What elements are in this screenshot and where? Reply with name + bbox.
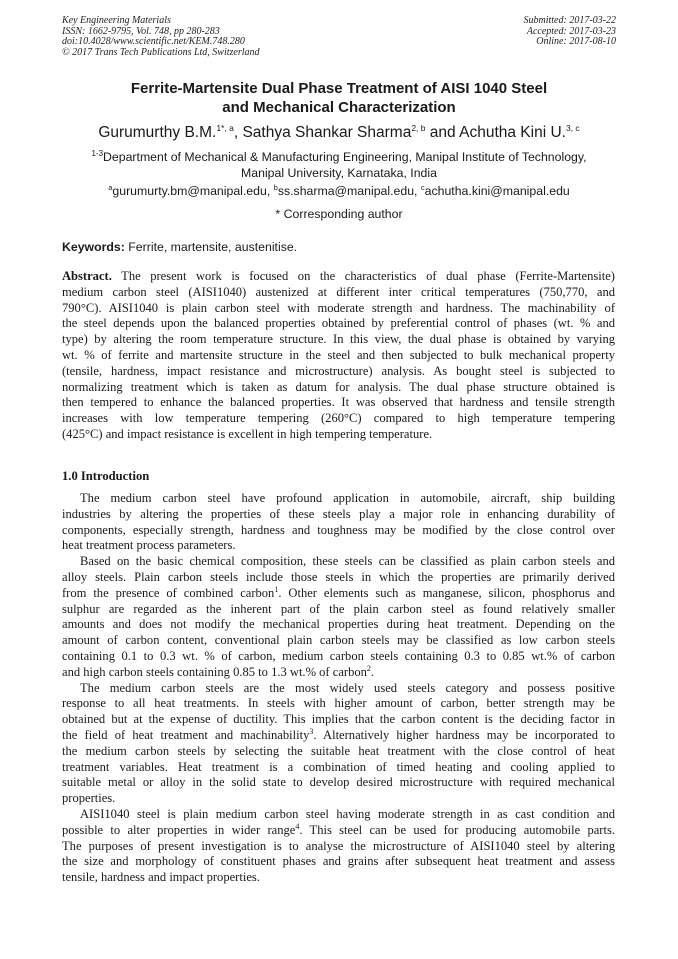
- abstract-line: 790°C). AISI1040 is plain carbon steel with moderate strength and hardness. The machinability of: [62, 300, 615, 315]
- author-separator: and: [425, 124, 460, 141]
- line-text: The medium carbon steel have profound application in automobile, aircraft, ship building: [80, 491, 615, 505]
- paragraph-line: [62, 602, 615, 618]
- paragraph-line: [62, 554, 615, 570]
- paragraph-line: [62, 586, 615, 602]
- paragraph-line: [62, 696, 615, 712]
- line-text: AISI1040 steel is plain medium carbon steel having moderate strength in as cast condition and: [80, 806, 615, 821]
- line-text: sulphur are regarded as the inherent part of the plain carbon steel as found relatively smaller: [62, 601, 615, 616]
- affiliation-text: Department of Mechanical & Manufacturing Engineering, Manipal Institute of Technology,: [103, 150, 587, 164]
- line-text: suitable metal or alloy in the solid state to develop desired microstructure with required mechanical: [62, 775, 615, 790]
- abstract-line: medium carbon steel (AISI1040) austenized at different inter critical temperatures (750,770, and: [62, 284, 615, 299]
- paragraph-line: [62, 870, 615, 886]
- email-link[interactable]: achutha.kini@manipal.edu: [424, 184, 570, 198]
- abstract-line: normalizing treatment which is taken as datum for analysis. The dual phase structure obtained is: [62, 379, 615, 394]
- title-line: Ferrite-Martensite Dual Phase Treatment of AISI 1040 Steel: [130, 80, 548, 97]
- line-text: containing 0.1 to 0.3 wt. % of carbon, medium carbon steels containing 0.3 to 0.85 wt.% of carbon: [62, 648, 615, 663]
- email-marker: b: [273, 182, 278, 192]
- author-list: [0, 123, 678, 143]
- line-text: components, especially strength, hardness and toughness may be modified by the close control over: [62, 522, 615, 537]
- line-text: and high carbon steels containing 0.85 to 1.3 wt.% of carbon: [62, 664, 367, 679]
- paper-title: [0, 79, 678, 117]
- author-separator: ,: [233, 124, 243, 141]
- dates-header: [524, 16, 617, 48]
- journal-doi: doi:10.4028/www.scientific.net/KEM.748.280: [62, 36, 245, 47]
- line-text: the size and morphology of constituent phases and grains after subsequent heat treatment and assess: [62, 854, 615, 869]
- paragraph-line: [62, 570, 615, 586]
- paragraph-line: [62, 523, 615, 539]
- paragraph-line: [62, 854, 615, 870]
- line-text: Based on the basic chemical composition, these steels can be classified as plain carbon steels and: [80, 554, 615, 569]
- title-line: and Mechanical Characterization: [222, 99, 456, 116]
- abstract: [62, 269, 615, 443]
- affiliation-line: [0, 149, 678, 165]
- author-name: Sathya Shankar Sharma: [242, 124, 412, 141]
- line-text: properties.: [62, 791, 116, 806]
- abstract-label: Abstract.: [62, 269, 112, 283]
- email-link[interactable]: gurumurty.bm@manipal.edu: [112, 184, 267, 198]
- section-heading: 1.0 Introduction: [62, 469, 150, 483]
- line-text: from the presence of combined carbon: [62, 585, 275, 600]
- citation-marker[interactable]: 2: [366, 663, 371, 673]
- accepted-date: Accepted: 2017-03-23: [526, 25, 616, 37]
- citation-marker[interactable]: 1: [274, 584, 279, 594]
- abstract-line: (tensile, hardness, impact resistance and microstructure) analysis. As bought steel is subjected to: [62, 363, 615, 378]
- affiliation: [0, 149, 678, 181]
- paragraph-line: [62, 775, 615, 791]
- paragraph-line: [62, 617, 615, 633]
- online-date: Online: 2017-08-10: [536, 36, 616, 47]
- line-text: possible to alter properties in wider range: [62, 822, 296, 837]
- paragraph-line: [62, 633, 615, 649]
- affiliation-marker: 1-3: [91, 148, 104, 158]
- line-text: response to all heat treatments. In steels with higher amount of carbon, better strength may be: [62, 696, 615, 711]
- abstract-line: [62, 269, 615, 285]
- paragraph-line: [62, 665, 615, 681]
- line-text: tensile, hardness and impact properties.: [62, 870, 260, 885]
- abstract-line: type) by altering the room temperature structure. In this view, the dual phase is obtained by varying: [62, 332, 615, 347]
- line-text: treatment variables. Heat treatment is a combination of timed heating and cooling applied to: [62, 759, 615, 774]
- paragraph-line: [62, 823, 615, 839]
- corresponding-author-note: * Corresponding author: [275, 207, 403, 221]
- email-marker: c: [420, 182, 425, 192]
- abstract-line: increases with low temperature tempering (260°C) compared to high temperature tempering: [62, 411, 615, 426]
- citation-marker[interactable]: 4: [295, 821, 300, 831]
- paragraph-line: [62, 491, 615, 507]
- paragraph-line: [62, 681, 615, 697]
- line-text: heat treatment process parameters.: [62, 538, 236, 553]
- paragraph-line: [62, 791, 615, 807]
- line-text: industries by altering the properties of these steels play a major role in enhancing durability of: [62, 506, 615, 521]
- paragraph-line: [62, 728, 615, 744]
- paragraph-line: [62, 712, 615, 728]
- email-separator: ,: [414, 184, 421, 198]
- abstract-line: the steel depends upon the balanced properties obtained by preferential control of phases (wt. % and: [62, 316, 615, 331]
- line-text: the medium carbon steels by selecting the suitable heat treatment with the close control of heat: [62, 743, 615, 758]
- submitted-date: Submitted: 2017-03-22: [523, 15, 616, 26]
- paragraph-line: [62, 839, 615, 855]
- line-text: . Other elements such as manganese, silicon, phosphorus and: [278, 585, 615, 600]
- journal-name: Key Engineering Materials: [62, 15, 171, 26]
- line-text: amount of carbon content, conventional plain carbon steels may be classified as low carbon steels: [62, 633, 615, 648]
- paragraph-line: [62, 807, 615, 823]
- line-text: . Alternatively higher hardness may be incorporated to: [313, 727, 615, 742]
- line-text: . This steel can be used for producing automobile parts.: [299, 822, 615, 837]
- author-name: Achutha Kini U.: [459, 124, 566, 141]
- email-marker: a: [108, 182, 113, 192]
- paragraph-line: [62, 744, 615, 760]
- line-text: The purposes of present investigation is to analyse the microstructure of AISI1040 steel by altering: [62, 838, 615, 853]
- keywords: [62, 239, 297, 255]
- line-text: amounts and does not modify the mechanical properties during heat treatment. Depending on the: [62, 617, 615, 632]
- journal-copyright: © 2017 Trans Tech Publications Ltd, Switzerland: [62, 46, 260, 58]
- citation-marker[interactable]: 3: [309, 726, 314, 736]
- email-link[interactable]: ss.sharma@manipal.edu: [277, 184, 415, 198]
- keywords-text: Ferrite, martensite, austenitise.: [124, 240, 298, 254]
- line-text: The medium carbon steels are the most widely used steels category and possess positive: [80, 680, 615, 695]
- abstract-text: The present work is focused on the characteristics of dual phase (Ferrite-Martensite): [111, 269, 615, 283]
- email-list: [0, 183, 678, 199]
- journal-header: [62, 16, 260, 58]
- author-marker: 1*, a: [216, 122, 234, 133]
- line-text: .: [370, 664, 375, 679]
- journal-issn: ISSN: 1662-9795, Vol. 748, pp 280-283: [62, 25, 220, 37]
- abstract-line: wt. % of ferrite and martensite structure in the steel and then subjected to bulk mechanical property: [62, 347, 615, 362]
- keywords-label: Keywords:: [62, 240, 125, 254]
- abstract-line: (425°C) and impact resistance is excellent in high tempering temperature.: [62, 426, 433, 441]
- paragraph-line: [62, 649, 615, 665]
- line-text: the field of heat treatment and machinability: [62, 727, 310, 742]
- author-marker: 2, b: [411, 122, 426, 133]
- line-text: obtained but at the expense of ductility. This implies that the carbon content is the deciding factor in: [62, 712, 615, 727]
- author-marker: 3, c: [565, 122, 580, 133]
- author-name: Gurumurthy B.M.: [98, 124, 217, 141]
- paragraph-line: [62, 760, 615, 776]
- paragraph-line: [62, 538, 615, 554]
- introduction-body: [62, 491, 615, 886]
- affiliation-line: Manipal University, Karnataka, India: [241, 166, 437, 180]
- line-text: alloy steels. Plain carbon steels include those steels in which the properties are primarily derived: [62, 569, 615, 584]
- email-separator: ,: [266, 184, 274, 198]
- abstract-line: then tempered to enhance the balanced properties. It was observed that hardness and tensile strength: [62, 395, 615, 410]
- paragraph-line: [62, 507, 615, 523]
